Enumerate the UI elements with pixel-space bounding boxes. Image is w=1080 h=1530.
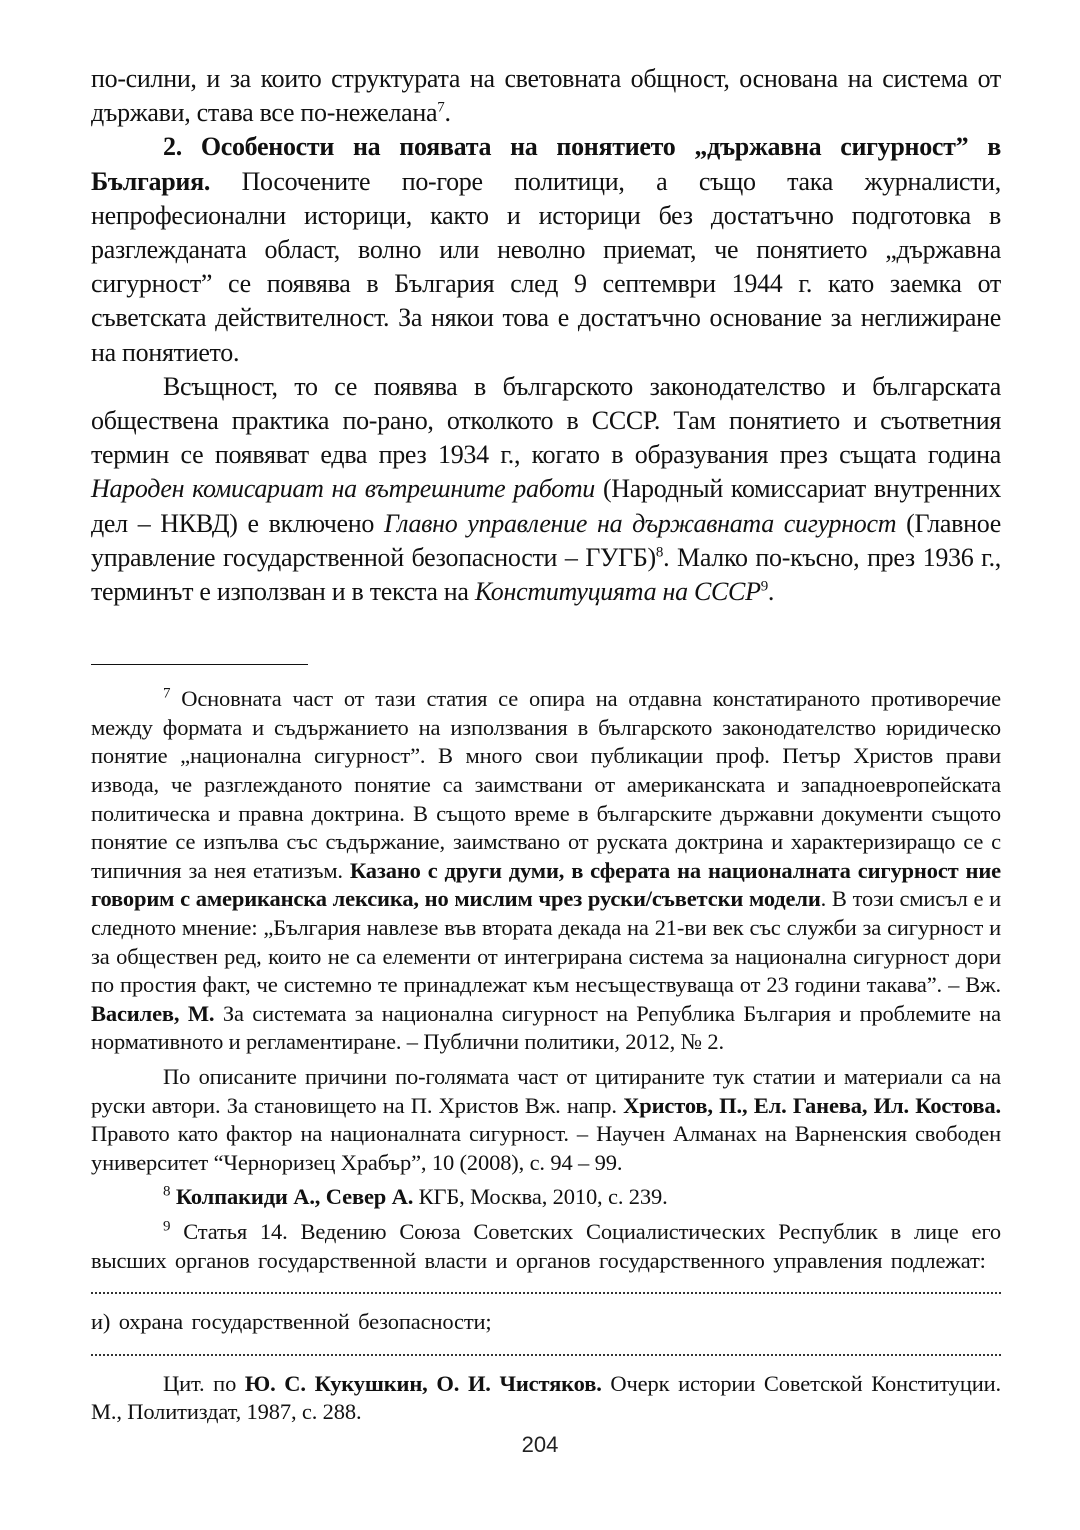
paragraph-2: 2. Особености на появата на понятието „държавна сигурност” в България. Посочените по-горе политици, а също така журналисти, непрофесионални историци, както и историци без достатъчно подготовка в разглежданата област, волно или неволно приемат, че понятието „държавна сигурност” се появява в България след 9 септември 1944 г. като заемка от съветската действителност. За някои това е достатъчно основание за неглижиране на понятието.	[91, 132, 1001, 367]
footnotes	[91, 685, 1001, 1427]
paragraph-1: по-силни, и за които структурата на световната общност, основана на система от държави, става все по-нежелана$^7$.	[91, 64, 1001, 128]
footnote-9-item: и) охрана государственной безопасности;	[91, 1309, 492, 1335]
footnote-9-citation: Цит. по Ю. С. Кукушкин, О. И. Чистяков. Очерк истории Советской Конституции. М., Политиздат, 1987, с. 288.	[91, 1370, 1001, 1425]
dotted-separator	[91, 1292, 1001, 1294]
footnote-ref-7[interactable]: 7	[437, 99, 445, 116]
footnote-7-continuation: По описаните причини по-голямата част от цитираните тук статии и материали са на руски автори. За становището на П. Христов Вж. напр. Христов, П., Ел. Ганева, Ил. Костова. Правото като фактор на националната сигурност. – Научен Алманах на Варненския свободен университет “Черноризец Храбър”, 10 (2008), с. 94 – 99.	[91, 1063, 1001, 1175]
page-number: 204	[521, 1432, 559, 1457]
section-heading: 2. Особености на появата на понятието „държавна сигурност” в България.	[91, 132, 1001, 196]
footnote-ref-9[interactable]: 9	[760, 578, 768, 595]
footnote-8: $^8$ Колпакиди А., Север А. КГБ, Москва, 2010, с. 239.	[163, 1183, 668, 1210]
dotted-separator	[91, 1354, 1001, 1356]
paragraph-3: Всъщност, то се появява в българското законодателство и българската обществена практика по-рано, отколкото в СССР. Там понятието и съответния термин се появяват едва през 1934 г., когато в образувания през същата година Народен комисариат на вътрешните работи (Народный комиссариат внутренних дел – НКВД) е включено Главно управление на държавната сигурност (Главное управление государственной безопасности – ГУГБ)$^8$. Малко по-късно, през 1936 г., терминът е използван и в текста на Конституцията на СССР$^9$.	[91, 371, 1001, 607]
page	[91, 62, 1001, 1427]
footnote-separator	[91, 664, 308, 665]
footnote-ref-8[interactable]: 8	[655, 544, 664, 561]
main-text	[91, 62, 1001, 609]
footnote-7: $^7$ Основната част от тази статия се опира на отдавна констатираното противоречие между формата и съдържанието на използвания в българското законодателство юридическо понятие „национална сигурност”. В много свои публикации проф. Петър Христов прави извода, че разглежданото понятие са заимствани от американската и западноевропейската политическа и правна доктрина. В същото време в българските държавни документи същото понятие се изпълва със съдържание, заимствано от руската доктрина и характеризиращо се с типичния за нея етатизъм. Казано с други думи, в сферата на националната сигурност ние говорим с американска лексика, но мислим чрез руски/съветски модели. В този смисъл е и следното мнение: „България навлезе във втората декада на 21-ви век със служби за сигурност и за обществен ред, които не са елементи от интегрирана система за национална сигурност дори по простия факт, че системно те принадлежат към несъществуваща от 23 години такава”. – Вж. Василев, М. За системата за национална сигурност на Република България и проблемите на нормативното и регламентиране. – Публични политики, 2012, № 2.	[91, 685, 1001, 1055]
footnote-9: $^9$ Статья 14. Ведению Союза Советских Социалистических Республик в лице его высших органов государственной власти и органов государственного управления подлежат:	[91, 1218, 1001, 1273]
